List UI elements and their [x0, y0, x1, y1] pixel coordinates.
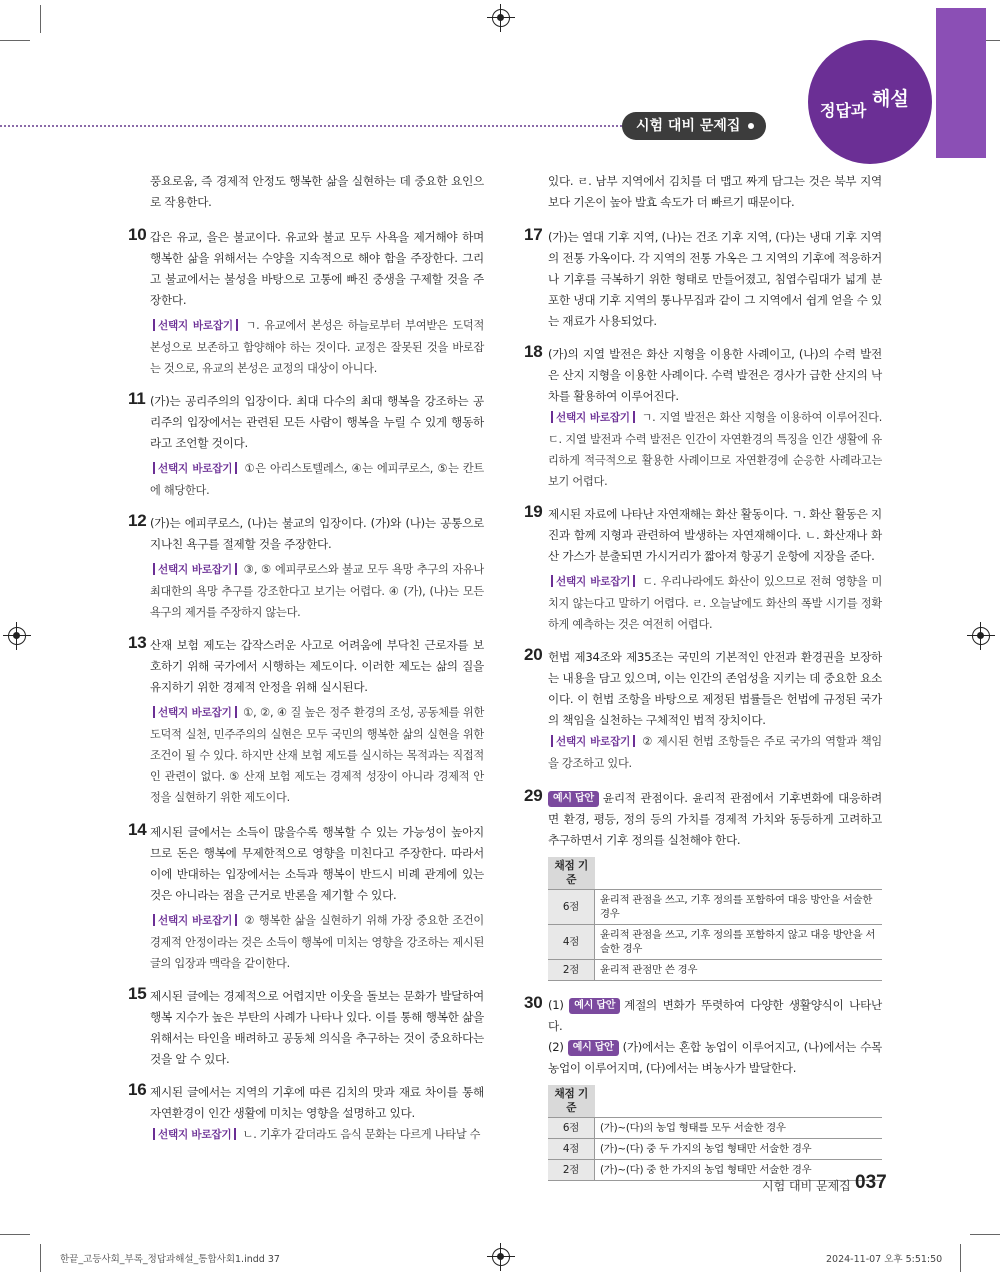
answer-10	[128, 225, 485, 379]
question-number: 19	[524, 502, 543, 521]
footer-book-title: 시험 대비 문제집	[762, 1179, 851, 1193]
answer-text: 제시된 자료에 나타난 자연재해는 화산 활동이다. ㄱ. 화산 활동은 지진과 함께 지형과 관련하여 발생하는 자연재해이다. ㄴ. 화산재나 화산 가스가 분출되면 가시거리가 짧아져 항공기 운항에 지장을 준다.	[548, 507, 882, 563]
answer-16	[128, 1080, 484, 1146]
registration-mark-left	[8, 627, 26, 645]
correction-note	[548, 731, 882, 774]
crop-mark	[960, 1244, 961, 1272]
correction-tag: 선택지 바로잡기	[548, 736, 638, 748]
answer-text: 제시된 글에서는 지역의 기후에 따른 김치의 맛과 재료 차이를 통해 자연환경이 인간 생활에 미치는 영향을 설명하고 있다.	[150, 1085, 484, 1120]
crop-mark	[0, 1234, 30, 1235]
correction-text: ② 제시된 헌법 조항들은 주로 국가의 역할과 책임을 강조하고 있다.	[548, 735, 882, 770]
correction-tag: 선택지 바로잡기	[548, 576, 638, 588]
tab-title-sub: 해설	[872, 88, 909, 110]
answer-text: 헌법 제34조와 제35조는 국민의 기본적인 안전과 환경권을 보장하는 내용을 담고 있으며, 이는 인간의 존엄성을 지키는 데 중요한 요소이다. 이 헌법 조항을 바탕으로 제정된 법률들은 헌법에 규정된 국가의 책임을 실천하는 구체적인 법적 장치이다.	[548, 650, 882, 727]
question-number: 18	[524, 342, 543, 361]
correction-text: ㄱ. 지열 발전은 화산 지형을 이용하여 이루어진다. ㄷ. 지열 발전과 수력 발전은 인간이 자연환경의 특징을 인간 생활에 유리하게 적극적으로 활용한 사례이므로 자연환경에 순응한 사례라고는 보기 어렵다.	[548, 411, 882, 488]
correction-note	[548, 407, 882, 492]
answer-19	[524, 502, 883, 635]
question-number: 15	[128, 984, 147, 1003]
answer-14	[128, 820, 484, 974]
correction-tag: 선택지 바로잡기	[150, 320, 241, 332]
scoring-header: 채점 기준	[548, 857, 595, 890]
correction-tag: 선택지 바로잡기	[150, 707, 240, 719]
correction-tag: 선택지 바로잡기	[150, 463, 240, 475]
answer-text: (가)의 지열 발전은 화산 지형을 이용한 사례이고, (나)의 수력 발전은 산지 지형을 이용한 사례이다. 수력 발전은 경사가 급한 산지의 낙차를 활용하여 이루어진다.	[548, 347, 882, 403]
answer-18	[524, 342, 882, 492]
section-label-pill	[622, 112, 766, 140]
correction-tag: 선택지 바로잡기	[150, 1129, 239, 1141]
answer-continuation	[150, 171, 484, 213]
answer-text: 갑은 유교, 을은 불교이다. 유교와 불교 모두 사욕을 제거해야 하며 행복한 삶을 위해서는 수양을 지속적으로 해야 함을 주장한다. 그리고 불교에서는 불성을 바탕으로 고통에 빠진 중생을 구제할 것을 주장한다.	[150, 230, 484, 307]
crop-mark	[40, 1244, 41, 1272]
table-row: 6점 (가)~(다)의 농업 형태를 모두 서술한 경우	[548, 1118, 882, 1139]
tab-title-main: 정답과	[820, 101, 867, 120]
answer-30	[524, 993, 883, 1181]
example-answer-tag: 예시 답안	[568, 1040, 619, 1056]
correction-text: ①은 아리스토텔레스, ④는 에피쿠로스, ⑤는 칸트에 해당한다.	[150, 462, 484, 497]
question-number: 12	[128, 511, 147, 530]
correction-note	[150, 559, 484, 623]
correction-note	[150, 1124, 484, 1146]
answer-text: 제시된 글에서는 소득이 많을수록 행복할 수 있는 가능성이 높아지므로 돈은 행복에 무제한적으로 영향을 미친다고 주장한다. 따라서 이에 반대하는 입장에서는 소득과 행복이 반드시 비례 관계에 있는 것은 아니라는 점을 근거로 반론을 제기할 수 있다.	[150, 825, 484, 902]
correction-tag: 선택지 바로잡기	[150, 564, 240, 576]
question-number: 29	[524, 786, 543, 805]
header-dotted-rule	[0, 125, 630, 127]
correction-text: ㄷ. 우리나라에도 화산이 있으므로 전혀 영향을 미치지 않는다고 말하기 어렵다. ㄹ. 오늘날에도 화산의 폭발 시기를 정확하게 예측하는 것은 여전히 어렵다.	[548, 575, 883, 631]
crop-mark	[970, 1234, 1000, 1235]
right-column	[524, 171, 883, 1193]
example-answer-tag: 예시 답안	[569, 998, 620, 1014]
scoring-table	[548, 857, 882, 981]
question-number: 13	[128, 633, 147, 652]
print-timestamp: 2024-11-07 오후 5:51:50	[826, 1254, 943, 1265]
scoring-table	[548, 1085, 882, 1181]
question-number: 16	[128, 1080, 147, 1099]
question-number: 17	[524, 225, 543, 244]
answer-15	[128, 984, 484, 1070]
table-row: 4점 (가)~(다) 중 두 가지의 농업 형태만 서술한 경우	[548, 1139, 882, 1160]
table-row: 2점 (가)~(다) 중 한 가지의 농업 형태만 서술한 경우	[548, 1160, 882, 1181]
answer-continuation	[548, 171, 882, 213]
question-number: 30	[524, 993, 543, 1012]
answer-text-part2: (2) 예시 답안 (가)에서는 혼합 농업이 이루어지고, (나)에서는 수목 농업이 이루어지며, (다)에서는 벼농사가 발달한다.	[548, 1040, 883, 1075]
left-column	[128, 171, 485, 1158]
crop-mark	[40, 5, 41, 33]
answer-text: 있다. ㄹ. 남부 지역에서 김치를 더 맵고 짜게 담그는 것은 북부 지역보다 기온이 높아 발효 속도가 더 빠르기 때문이다.	[548, 174, 882, 209]
file-slug: 한끝_고등사회_부록_정답과해설_통합사회1.indd 37	[60, 1254, 280, 1265]
bullet-icon	[748, 123, 754, 129]
question-number: 11	[128, 389, 146, 408]
answer-12	[128, 511, 484, 623]
answer-17	[524, 225, 882, 332]
correction-tag: 선택지 바로잡기	[150, 915, 240, 927]
correction-tag: 선택지 바로잡기	[548, 412, 638, 424]
question-number: 20	[524, 645, 543, 664]
question-number: 10	[128, 225, 147, 244]
answer-11	[128, 389, 484, 501]
registration-mark-bottom	[492, 1248, 510, 1266]
correction-text: ㄱ. 유교에서 본성은 하늘로부터 부여받은 도덕적 본성으로 보존하고 함양해야 하는 것이다. 교정은 잘못된 것을 바로잡는 것으로, 유교의 본성은 교정의 대상이 아니다.	[150, 319, 485, 375]
answer-text: 산재 보험 제도는 갑작스러운 사고로 어려움에 부닥친 근로자를 보호하기 위해 국가에서 시행하는 제도이다. 이러한 제도는 삶의 질을 유지하기 위한 경제적 안정을 위해 실시된다.	[150, 638, 484, 694]
crop-mark	[0, 40, 30, 41]
answer-13	[128, 633, 485, 808]
correction-note	[150, 702, 484, 808]
correction-note	[150, 315, 484, 379]
correction-note	[548, 571, 882, 635]
answer-text: (가)는 열대 기후 지역, (나)는 건조 기후 지역, (다)는 냉대 기후 지역의 전통 가옥이다. 각 지역의 전통 가옥은 그 지역의 기후에 적응하거나 기후를 극복하기 위한 형태로 만들어졌고, 침엽수림대가 넓게 분포한 냉대 기후 지역의 통나무집과 같이 그 지역에서 쉽게 얻을 수 있는 재료가 사용되었다.	[548, 230, 882, 328]
section-label: 시험 대비 문제집	[636, 118, 741, 134]
answer-text: (가)는 에피쿠로스, (나)는 불교의 입장이다. (가)와 (나)는 공통으로 지나친 욕구를 절제할 것을 주장한다.	[150, 516, 484, 551]
correction-text: ㄴ. 기후가 같더라도 음식 문화는 다르게 나타날 수	[242, 1128, 481, 1141]
correction-note	[150, 458, 484, 501]
correction-text: ①, ②, ④ 질 높은 정주 환경의 조성, 공동체를 위한 도덕적 실천, 민주주의의 실현은 모두 국민의 행복한 삶의 실현을 위한 조건이 될 수 있다. 하지만 산재 보험 제도를 실시하는 목적과는 직접적인 관련이 없다. ⑤ 산재 보험 제도는 경제적 성장이 아니라 경제적 안정을 실현하기 위한 제도이다.	[150, 706, 485, 804]
answer-text-part1: (1) 예시 답안 계절의 변화가 뚜렷하여 다양한 생활양식이 나타난다.	[548, 998, 883, 1033]
page-number: 037	[855, 1172, 887, 1193]
table-row: 6점 윤리적 관점을 쓰고, 기후 정의를 포함하여 대응 방안을 서술한 경우	[548, 890, 882, 925]
table-row: 4점 윤리적 관점을 쓰고, 기후 정의를 포함하지 않고 대응 방안을 서술한 경우	[548, 925, 882, 960]
answer-text: 예시 답안 윤리적 관점이다. 윤리적 관점에서 기후변화에 대응하려면 환경, 평등, 정의 등의 가치를 경제적 가치와 동등하게 고려하고 추구하면서 기후 정의를 실천해야 한다.	[548, 791, 882, 847]
answer-20	[524, 645, 882, 774]
scoring-header: 채점 기준	[548, 1085, 595, 1118]
answer-text: 풍요로움, 즉 경제적 안정도 행복한 삶을 실현하는 데 중요한 요인으로 작용한다.	[150, 174, 484, 209]
question-number: 14	[128, 820, 147, 839]
answer-29	[524, 786, 882, 981]
correction-text: ③, ⑤ 에피쿠로스와 불교 모두 욕망 추구의 자유나 최대한의 욕망 추구를 강조한다고 보기는 어렵다. ④ (가), (나)는 모든 욕구의 제거를 주장하지 않는다.	[150, 563, 484, 619]
answer-text: 제시된 글에는 경제적으로 어렵지만 이웃을 돌보는 문화가 발달하여 행복 지수가 높은 부탄의 사례가 나타나 있다. 이를 통해 행복한 삶을 위해서는 타인을 배려하고 공동체 의식을 추구하는 것이 중요하다는 것을 알 수 있다.	[150, 989, 484, 1066]
registration-mark-right	[972, 627, 990, 645]
example-answer-tag: 예시 답안	[548, 791, 599, 807]
correction-text: ② 행복한 삶을 실현하기 위해 가장 중요한 조건이 경제적 안정이라는 것은 소득이 행복에 미치는 영향을 강조하는 제시된 글의 입장과 맥락을 같이한다.	[150, 914, 484, 970]
corner-tab-bar	[936, 8, 986, 158]
table-row: 2점 윤리적 관점만 쓴 경우	[548, 960, 882, 981]
registration-mark-top	[492, 9, 510, 27]
answer-text: (가)는 공리주의의 입장이다. 최대 다수의 최대 행복을 강조하는 공리주의 입장에서는 관련된 모든 사람이 행복을 누릴 수 있게 행동하라고 조언할 것이다.	[150, 394, 484, 450]
correction-note	[150, 910, 484, 974]
